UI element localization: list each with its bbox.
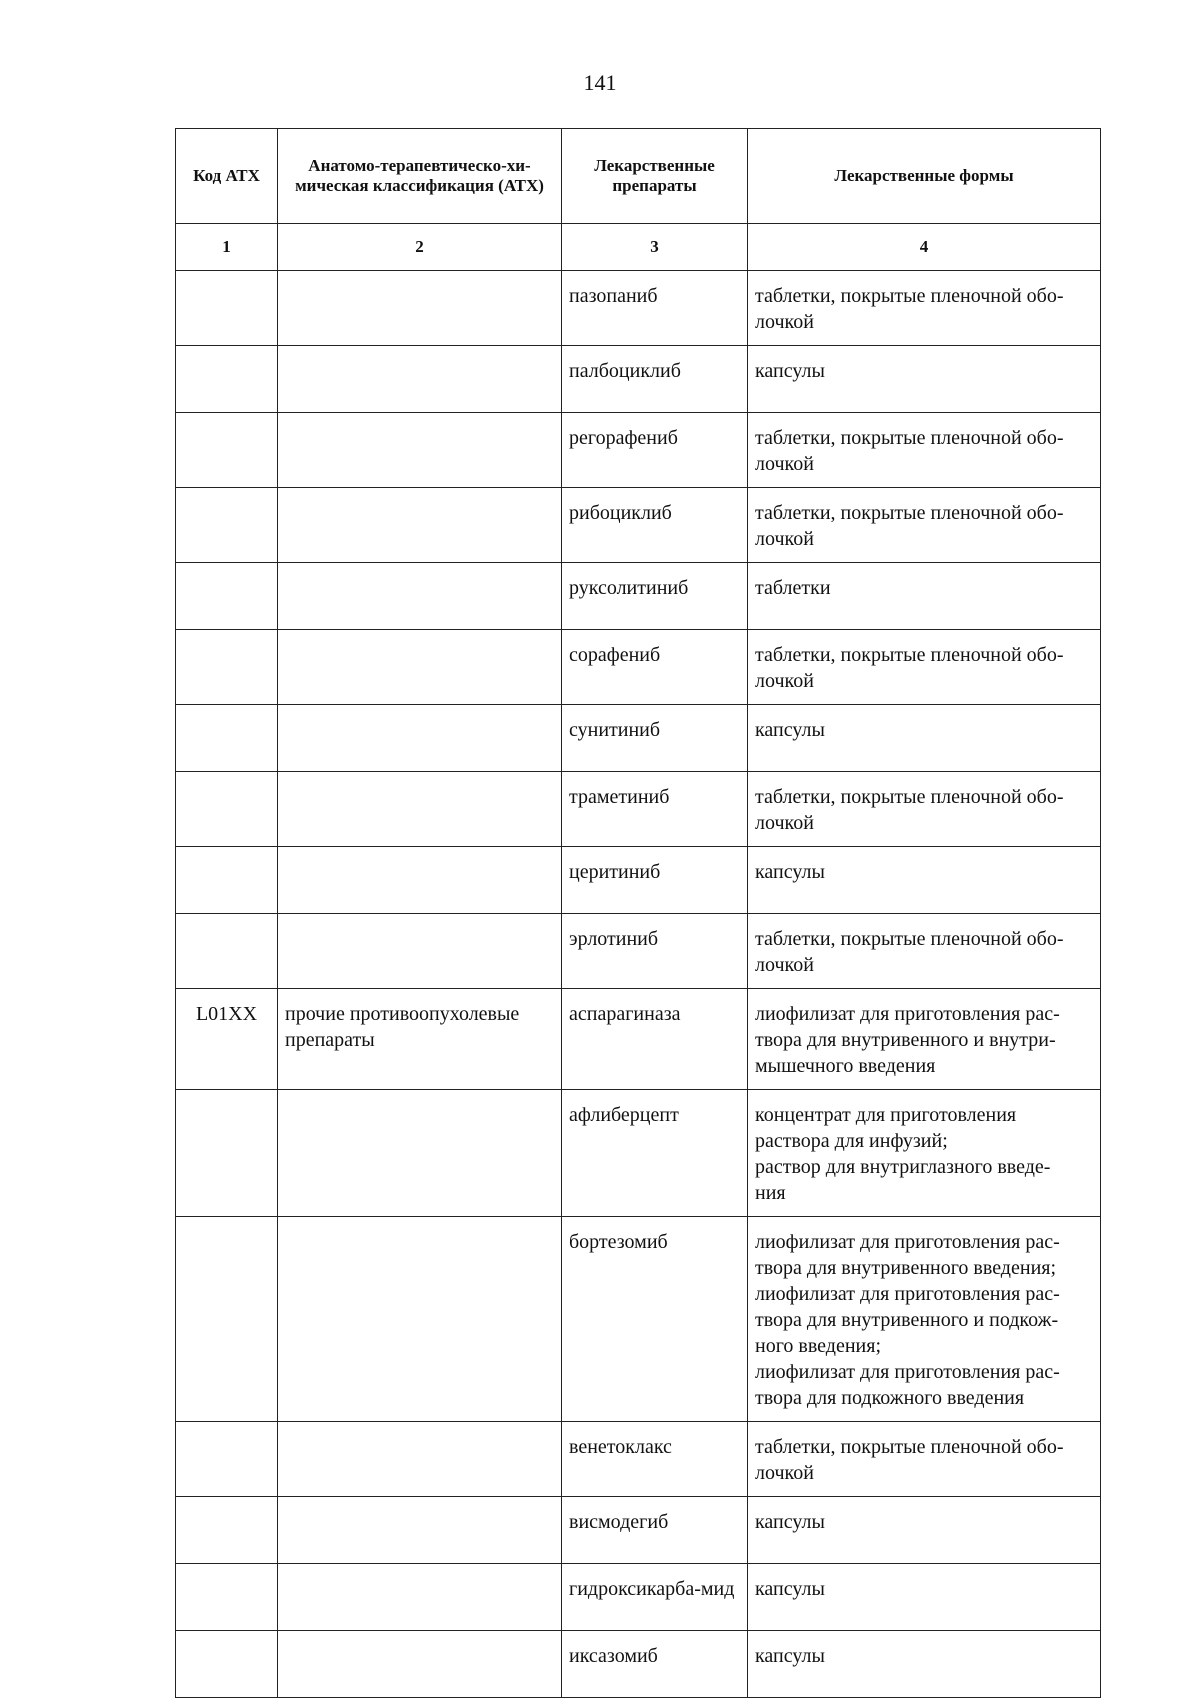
dosage-form-line: твора для внутривенного и подкож- [755,1309,1059,1331]
dosage-form-line: таблетки, покрытые пленочной обо- [755,427,1064,449]
table-row [176,630,1101,705]
atx-classification-cell [278,488,562,563]
dosage-forms-cell [748,1497,1101,1564]
atx-classification-cell [278,1422,562,1497]
drug-name-cell: сорафениб [562,630,748,705]
dosage-forms-cell [748,1090,1101,1217]
dosage-form-line: таблетки, покрытые пленочной обо- [755,1436,1064,1458]
dosage-form-line: таблетки, покрытые пленочной обо- [755,786,1064,808]
page-number: 141 [583,70,617,95]
table-row [176,563,1101,630]
dosage-form-line: твора для внутривенного и внутри- [755,1029,1056,1051]
dosage-form-line: ного введения; [755,1335,882,1357]
atx-code-cell [176,271,278,346]
atx-code-cell [176,1564,278,1631]
atx-classification-cell [278,772,562,847]
atx-code-cell [176,1497,278,1564]
atx-classification-cell [278,914,562,989]
drug-name-cell: регорафениб [562,413,748,488]
header-drugs: Лекарственные препараты [562,129,748,224]
dosage-forms-cell [748,1631,1101,1698]
dosage-forms-cell [748,847,1101,914]
dosage-form-line: капсулы [755,719,825,741]
table-row [176,847,1101,914]
dosage-form-line: лиофилизат для приготовления рас- [755,1283,1060,1305]
dosage-forms-cell [748,630,1101,705]
dosage-form-line: лиофилизат для приготовления рас- [755,1003,1060,1025]
dosage-forms-cell [748,271,1101,346]
atx-classification-cell [278,1090,562,1217]
table-row [176,1631,1101,1698]
table-row [176,488,1101,563]
dosage-form-line: таблетки, покрытые пленочной обо- [755,502,1064,524]
atx-code-cell [176,1217,278,1422]
dosage-form-line: капсулы [755,1511,825,1533]
drug-name-cell: гидроксикарба-мид [562,1564,748,1631]
dosage-forms-cell [748,1422,1101,1497]
column-number: 1 [176,224,278,271]
drug-name-cell: палбоциклиб [562,346,748,413]
dosage-form-line: таблетки, покрытые пленочной обо- [755,644,1064,666]
dosage-form-line: лочкой [755,453,814,475]
table-row [176,1497,1101,1564]
atx-code-cell [176,488,278,563]
drug-name-cell: аспарагиназа [562,989,748,1090]
atx-classification-cell [278,271,562,346]
atx-classification-cell [278,1631,562,1698]
dosage-forms-cell [748,772,1101,847]
atx-classification-cell [278,1217,562,1422]
drug-name-cell: эрлотиниб [562,914,748,989]
drug-name-cell: висмодегиб [562,1497,748,1564]
atx-code-cell [176,563,278,630]
dosage-form-line: таблетки, покрытые пленочной обо- [755,285,1064,307]
dosage-forms-cell [748,1564,1101,1631]
drug-name-cell: афлиберцепт [562,1090,748,1217]
header-dosage-forms: Лекарственные формы [748,129,1101,224]
table-row [176,1217,1101,1422]
dosage-form-line: лиофилизат для приготовления рас- [755,1361,1060,1383]
table-row [176,772,1101,847]
table-row [176,705,1101,772]
dosage-form-line: лиофилизат для приготовления рас- [755,1231,1060,1253]
table-row [176,1422,1101,1497]
atx-classification-cell [278,1564,562,1631]
column-number-row [176,224,1101,271]
atx-code-cell [176,847,278,914]
dosage-form-line: таблетки [755,577,831,599]
header-atx-code: Код АТХ [176,129,278,224]
atx-classification-cell [278,346,562,413]
dosage-form-line: капсулы [755,861,825,883]
drug-name-cell: сунитиниб [562,705,748,772]
dosage-form-line: капсулы [755,360,825,382]
dosage-forms-cell [748,705,1101,772]
dosage-forms-cell [748,563,1101,630]
drug-name-cell: венетоклакс [562,1422,748,1497]
dosage-form-line: твора для внутривенного введения; [755,1257,1057,1279]
drug-name-cell: рибоциклиб [562,488,748,563]
drug-name-cell: бортезомиб [562,1217,748,1422]
dosage-form-line: лочкой [755,812,814,834]
dosage-form-line: раствора для инфузий; [755,1130,948,1152]
atx-classification-cell [278,563,562,630]
dosage-forms-cell [748,488,1101,563]
column-number: 2 [278,224,562,271]
dosage-form-line: лочкой [755,528,814,550]
atx-table [175,128,1101,1698]
atx-code-cell [176,413,278,488]
dosage-form-line: лочкой [755,1462,814,1484]
dosage-form-line: мышечного введения [755,1055,936,1077]
atx-code-cell [176,914,278,989]
atx-code-cell: L01XX [176,989,278,1090]
table-row [176,346,1101,413]
atx-classification-cell: прочие противоопухолевые препараты [278,989,562,1090]
atx-code-cell [176,630,278,705]
header-atx-classification: Анатомо-терапевтическо-хи-мическая классификация (АТХ) [278,129,562,224]
dosage-form-line: раствор для внутриглазного введе- [755,1156,1051,1178]
dosage-form-line: таблетки, покрытые пленочной обо- [755,928,1064,950]
dosage-form-line: лочкой [755,670,814,692]
drug-name-cell: пазопаниб [562,271,748,346]
atx-code-cell [176,1631,278,1698]
table-row [176,1090,1101,1217]
atx-classification-cell [278,1497,562,1564]
drug-name-cell: руксолитиниб [562,563,748,630]
dosage-form-line: лочкой [755,954,814,976]
table-header-row [176,129,1101,224]
dosage-forms-cell [748,914,1101,989]
dosage-form-line: капсулы [755,1645,825,1667]
dosage-forms-cell [748,1217,1101,1422]
atx-classification-cell [278,705,562,772]
dosage-form-line: лочкой [755,311,814,333]
table-row [176,1564,1101,1631]
drug-name-cell: траметиниб [562,772,748,847]
atx-code-cell [176,1090,278,1217]
dosage-form-line: твора для подкожного введения [755,1387,1025,1409]
column-number: 3 [562,224,748,271]
dosage-form-line: капсулы [755,1578,825,1600]
atx-code-cell [176,705,278,772]
atx-code-cell [176,1422,278,1497]
column-number: 4 [748,224,1101,271]
drug-name-cell: иксазомиб [562,1631,748,1698]
table-row [176,914,1101,989]
atx-code-cell [176,346,278,413]
table-row [176,271,1101,346]
table-row [176,413,1101,488]
dosage-forms-cell [748,413,1101,488]
table-row [176,989,1101,1090]
dosage-form-line: ния [755,1182,786,1204]
drug-name-cell: церитиниб [562,847,748,914]
dosage-forms-cell [748,989,1101,1090]
atx-classification-cell [278,413,562,488]
atx-classification-cell [278,847,562,914]
atx-code-cell [176,772,278,847]
dosage-forms-cell [748,346,1101,413]
dosage-form-line: концентрат для приготовления [755,1104,1017,1126]
atx-classification-cell [278,630,562,705]
